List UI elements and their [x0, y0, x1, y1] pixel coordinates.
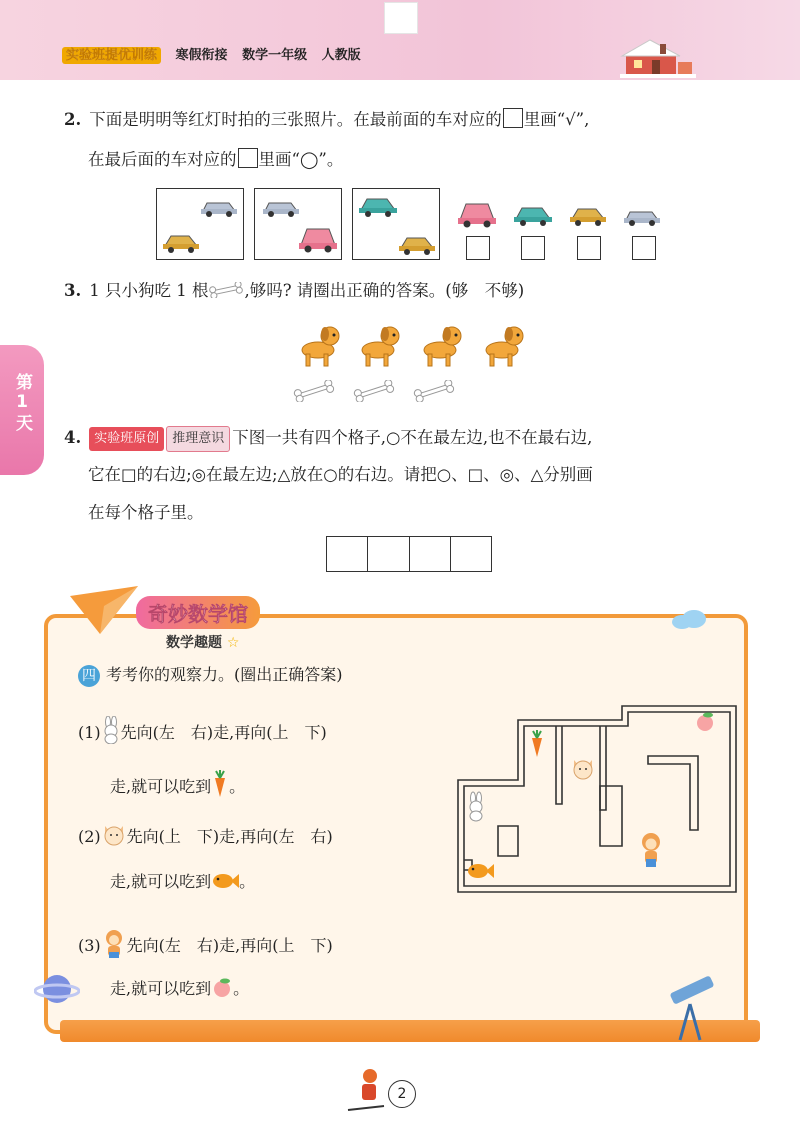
day-tab-label: 第1天: [12, 373, 32, 433]
bone-icon: [412, 380, 456, 402]
photo-1: [156, 188, 244, 260]
fun-item-3-text-a: 先向(左 右)走,再向(上 下): [126, 936, 333, 955]
header-edition: 人教版: [321, 48, 361, 63]
maze-fish: [468, 864, 494, 878]
planet-icon: [34, 966, 80, 1012]
question-2-text-b: 里画“√”,: [523, 110, 590, 129]
fish-icon: [211, 870, 239, 892]
question-4-line3: 在每个格子里。: [88, 503, 204, 522]
fun-item-2-line2: 走,就可以吃到 。: [110, 872, 256, 891]
rabbit-icon: [101, 716, 121, 744]
question-4-number: 4.: [64, 428, 82, 447]
tag-original: 实验班原创: [89, 427, 164, 451]
answer-box-inline: [503, 108, 523, 128]
dog-icon: [354, 322, 402, 368]
dog-icon: [478, 322, 526, 368]
telescope-icon: [664, 974, 724, 1044]
answer-box-car-2[interactable]: [521, 236, 545, 260]
carrot-icon: [211, 770, 229, 798]
four-cell-grid: [326, 536, 492, 572]
fun-item-3-line2: 走,就可以吃到 。: [110, 979, 250, 998]
fun-item-3-label: (3): [78, 936, 101, 955]
car-silver-icon: [199, 197, 239, 217]
car-silver-icon: [261, 197, 301, 217]
circle-mark: ◯: [299, 150, 319, 169]
fun-item-3-line1: [78, 928, 333, 960]
question-2-text-e: ”。: [318, 150, 344, 169]
snow-house-icon: [620, 38, 696, 78]
fun-item-3-text-b: 走,就可以吃到: [110, 979, 212, 998]
question-2-number: 2.: [64, 110, 82, 129]
car-gold-icon: [397, 233, 437, 255]
day-tab: [0, 345, 44, 475]
question-2-line2: [88, 148, 343, 171]
dog-icon: [294, 322, 342, 368]
question-4-line2: 它在□的右边;◎在最左边;△放在○的右边。请把○、□、◎、△分别画: [88, 465, 593, 484]
car-silver-icon: [622, 206, 662, 226]
fun-section-subtitle-text: 数学趣题: [166, 635, 222, 651]
bone-icon: [292, 380, 336, 402]
question-2-line1: [64, 108, 589, 131]
question-3-text-b: ,够吗? 请圈出正确的答案。(够 不够): [244, 281, 525, 300]
car-pink-icon: [456, 200, 498, 228]
fun-item-1-line2: 走,就可以吃到 。: [110, 770, 245, 798]
question-3-number: 3.: [64, 281, 82, 300]
question-2-text-d: 里画“: [258, 150, 300, 169]
maze-diagram: [452, 700, 742, 900]
task-number-badge: 四: [78, 665, 100, 687]
fun-item-2-line1: [78, 822, 333, 848]
fun-item-1-text-a: 先向(左 右)走,再向(上 下): [120, 723, 327, 742]
maze-monkey: [642, 833, 660, 867]
publisher-logo: [384, 2, 418, 34]
grid-cell-3[interactable]: [410, 537, 451, 571]
car-gold-icon: [161, 231, 201, 253]
fun-item-2-label: (2): [78, 827, 101, 846]
header-subject: 数学一年级: [242, 48, 308, 63]
peach-icon: [211, 978, 233, 998]
mascot-skier-icon: [346, 1066, 386, 1114]
star-icon: ☆: [226, 635, 240, 651]
fun-item-1-label: (1): [78, 723, 101, 742]
header-title: [62, 44, 361, 63]
question-3-line: [64, 280, 524, 302]
fun-item-2-text-b: 走,就可以吃到: [110, 872, 212, 891]
grid-cell-4[interactable]: [451, 537, 491, 571]
grid-cell-1[interactable]: [327, 537, 368, 571]
question-2-text-c: 在最后面的车对应的: [88, 150, 237, 169]
maze-peach: [697, 713, 713, 732]
fun-task-line: [78, 664, 343, 687]
dog-icon: [416, 322, 464, 368]
question-3-text-a: 1 只小狗吃 1 根: [89, 281, 209, 300]
car-teal-icon: [512, 204, 554, 226]
answer-box-car-4[interactable]: [632, 236, 656, 260]
car-teal-icon: [357, 195, 399, 217]
fun-item-2-text-a: 先向(上 下)走,再向(左 右): [126, 827, 333, 846]
fun-task-text: 考考你的观察力。(圈出正确答案): [106, 665, 343, 684]
photo-3: [352, 188, 440, 260]
answer-box-car-1[interactable]: [466, 236, 490, 260]
cat-icon: [101, 822, 127, 848]
paper-plane-icon: [70, 586, 140, 636]
page-number: 2: [388, 1080, 416, 1108]
header-series: 寒假衔接: [175, 48, 228, 63]
maze-cat: [574, 760, 592, 779]
question-2-text-a: 下面是明明等红灯时拍的三张照片。在最前面的车对应的: [89, 110, 502, 129]
car-pink-icon: [297, 225, 339, 253]
photo-2: [254, 188, 342, 260]
fun-section-subtitle: [166, 632, 239, 652]
scroll-bottom-bar: [60, 1020, 760, 1042]
maze-carrot: [532, 730, 542, 757]
answer-box-inline: [238, 148, 258, 168]
grid-cell-2[interactable]: [368, 537, 409, 571]
fun-item-1-text-b: 走,就可以吃到: [110, 777, 212, 796]
answer-box-car-3[interactable]: [577, 236, 601, 260]
question-4-line1: [64, 426, 592, 452]
fun-section-title: 奇妙数学馆: [136, 596, 260, 629]
fun-item-1-line1: [78, 716, 327, 744]
bone-icon: [208, 282, 244, 298]
maze-rabbit: [470, 792, 482, 821]
monkey-icon: [101, 928, 127, 960]
tag-reasoning: 推理意识: [166, 426, 230, 452]
bone-icon: [352, 380, 396, 402]
car-gold-icon: [568, 204, 608, 226]
question-4-text-1: 下图一共有四个格子,○不在最左边,也不在最右边,: [232, 428, 593, 447]
cloud-icon: [668, 608, 708, 630]
header-brand: 实验班提优训练: [62, 47, 161, 64]
